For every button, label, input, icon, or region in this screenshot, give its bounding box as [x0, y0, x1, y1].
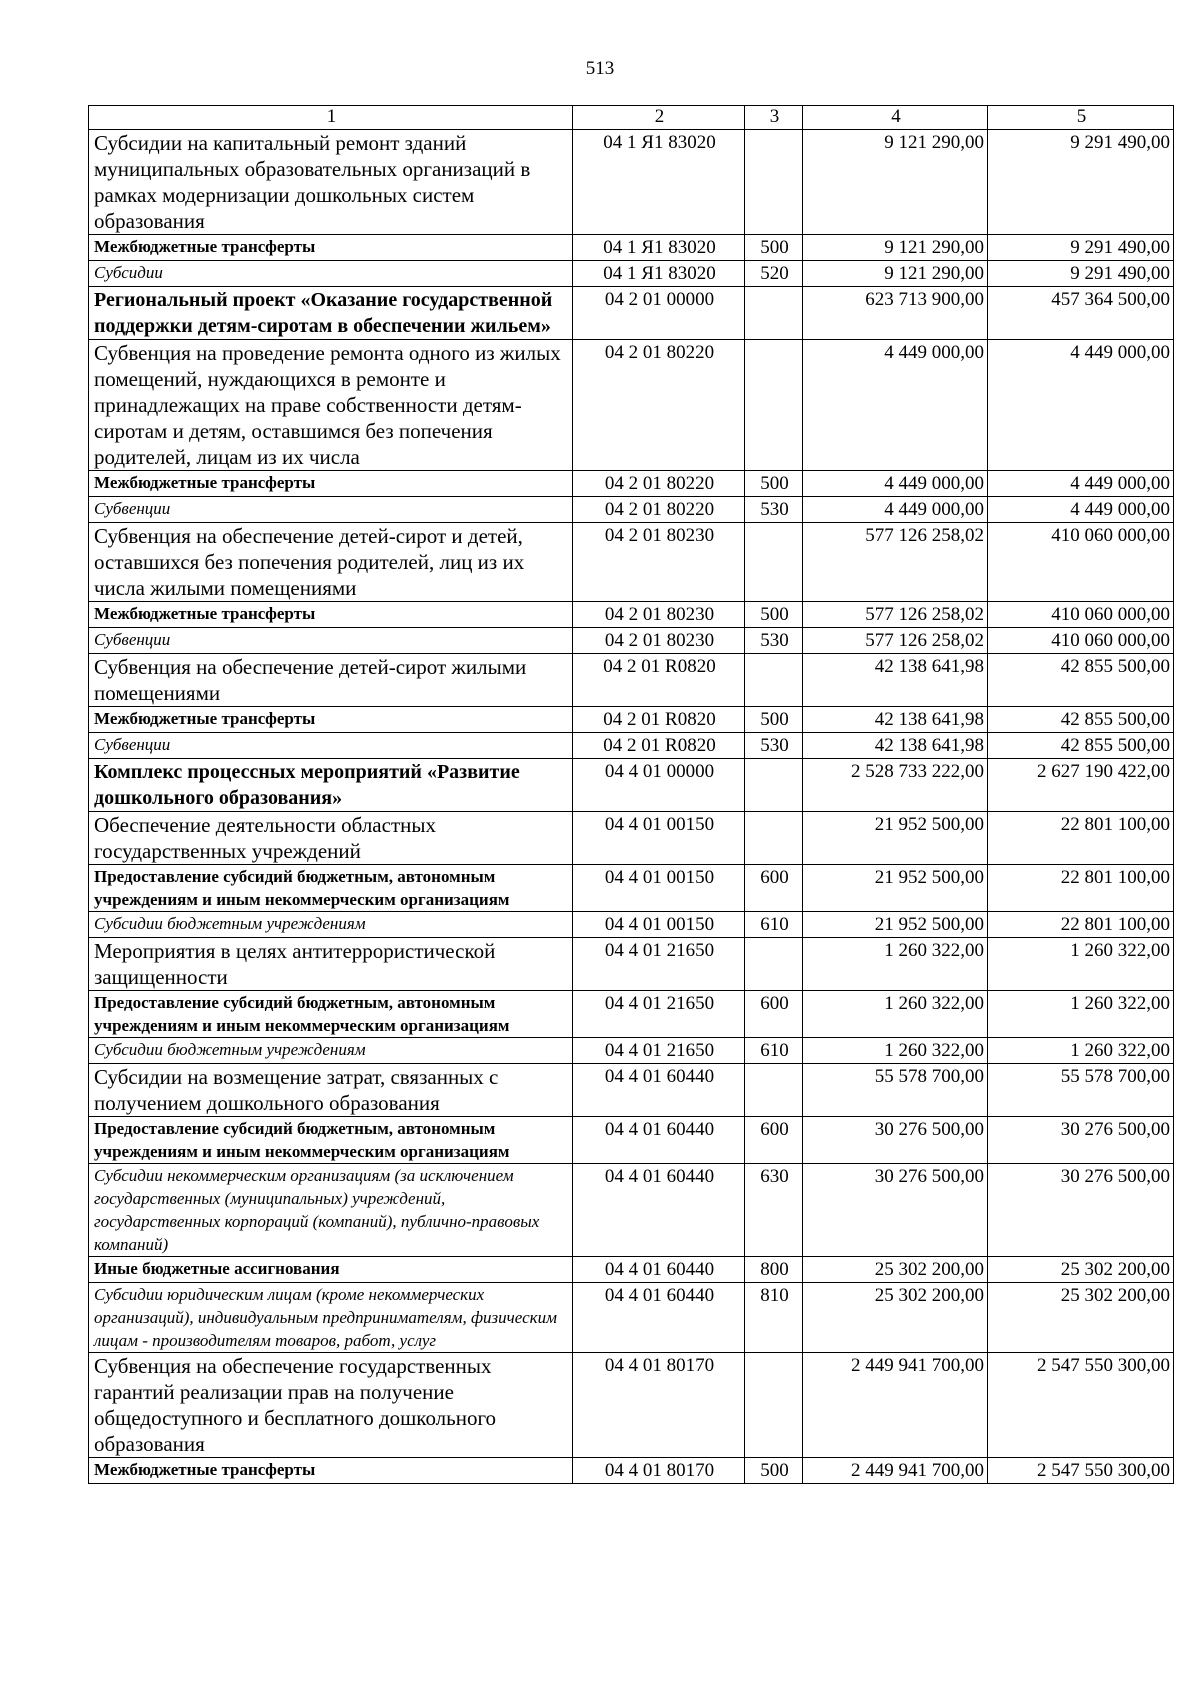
row-name-cell: Межбюджетные трансферты — [89, 1458, 573, 1484]
row-name-cell: Субсидии бюджетным учреждениям — [89, 912, 573, 938]
row-amount-1-cell: 42 138 641,98 — [803, 707, 988, 733]
row-amount-1-cell: 9 121 290,00 — [803, 235, 988, 261]
table-row — [89, 1353, 1174, 1458]
row-amount-2-cell: 457 364 500,00 — [988, 287, 1174, 340]
table-row — [89, 1257, 1174, 1283]
row-type-cell: 530 — [745, 733, 803, 759]
row-amount-2-cell: 30 276 500,00 — [988, 1117, 1174, 1164]
row-amount-1-cell: 30 276 500,00 — [803, 1117, 988, 1164]
row-type-cell: 530 — [745, 628, 803, 654]
row-amount-1-cell: 4 449 000,00 — [803, 497, 988, 523]
row-amount-1-cell: 21 952 500,00 — [803, 865, 988, 912]
row-amount-2-cell: 9 291 490,00 — [988, 235, 1174, 261]
row-type-cell: 600 — [745, 991, 803, 1038]
row-amount-1-cell: 21 952 500,00 — [803, 912, 988, 938]
row-amount-1-cell: 623 713 900,00 — [803, 287, 988, 340]
row-amount-1-cell: 25 302 200,00 — [803, 1257, 988, 1283]
row-name-cell: Субвенции — [89, 733, 573, 759]
row-type-cell — [745, 523, 803, 602]
row-amount-1-cell: 577 126 258,02 — [803, 628, 988, 654]
row-name-cell: Субвенции — [89, 628, 573, 654]
row-code-cell: 04 2 01 80220 — [573, 497, 745, 523]
row-name-cell: Обеспечение деятельности областных государственных учреждений — [89, 812, 573, 865]
table-row — [89, 938, 1174, 991]
table-row — [89, 733, 1174, 759]
row-amount-1-cell: 1 260 322,00 — [803, 991, 988, 1038]
row-amount-2-cell: 2 547 550 300,00 — [988, 1353, 1174, 1458]
row-name-cell: Предоставление субсидий бюджетным, автономным учреждениям и иным некоммерческим организациям — [89, 1117, 573, 1164]
column-header-1: 1 — [89, 106, 573, 130]
row-type-cell: 810 — [745, 1283, 803, 1353]
row-type-cell — [745, 938, 803, 991]
row-amount-1-cell: 9 121 290,00 — [803, 261, 988, 287]
row-amount-1-cell: 4 449 000,00 — [803, 471, 988, 497]
table-row — [89, 654, 1174, 707]
row-amount-2-cell: 42 855 500,00 — [988, 707, 1174, 733]
row-code-cell: 04 4 01 60440 — [573, 1164, 745, 1257]
row-amount-1-cell: 2 449 941 700,00 — [803, 1353, 988, 1458]
row-amount-1-cell: 30 276 500,00 — [803, 1164, 988, 1257]
row-code-cell: 04 2 01 80230 — [573, 602, 745, 628]
row-amount-1-cell: 25 302 200,00 — [803, 1283, 988, 1353]
table-row — [89, 707, 1174, 733]
row-type-cell — [745, 759, 803, 812]
row-type-cell: 800 — [745, 1257, 803, 1283]
row-code-cell: 04 4 01 80170 — [573, 1458, 745, 1484]
row-code-cell: 04 2 01 80220 — [573, 471, 745, 497]
table-row — [89, 602, 1174, 628]
row-amount-1-cell: 4 449 000,00 — [803, 340, 988, 471]
row-amount-2-cell: 30 276 500,00 — [988, 1164, 1174, 1257]
row-name-cell: Субсидии на возмещение затрат, связанных с получением дошкольного образования — [89, 1064, 573, 1117]
table-row — [89, 759, 1174, 812]
row-name-cell: Межбюджетные трансферты — [89, 471, 573, 497]
row-amount-1-cell: 42 138 641,98 — [803, 654, 988, 707]
row-code-cell: 04 1 Я1 83020 — [573, 235, 745, 261]
row-code-cell: 04 4 01 60440 — [573, 1283, 745, 1353]
row-type-cell — [745, 340, 803, 471]
row-type-cell — [745, 1064, 803, 1117]
row-name-cell: Иные бюджетные ассигнования — [89, 1257, 573, 1283]
row-amount-2-cell: 25 302 200,00 — [988, 1257, 1174, 1283]
table-row — [89, 1283, 1174, 1353]
table-row — [89, 130, 1174, 235]
row-amount-2-cell: 9 291 490,00 — [988, 261, 1174, 287]
row-name-cell: Межбюджетные трансферты — [89, 707, 573, 733]
row-code-cell: 04 4 01 60440 — [573, 1257, 745, 1283]
row-type-cell: 530 — [745, 497, 803, 523]
row-type-cell — [745, 812, 803, 865]
row-type-cell: 500 — [745, 602, 803, 628]
row-amount-2-cell: 22 801 100,00 — [988, 865, 1174, 912]
row-amount-2-cell: 42 855 500,00 — [988, 654, 1174, 707]
row-name-cell: Субсидии на капитальный ремонт зданий муниципальных образовательных организаций в рамках модернизации дошкольных систем образования — [89, 130, 573, 235]
row-amount-2-cell: 55 578 700,00 — [988, 1064, 1174, 1117]
row-name-cell: Субсидии — [89, 261, 573, 287]
row-code-cell: 04 2 01 00000 — [573, 287, 745, 340]
table-row — [89, 1458, 1174, 1484]
row-amount-1-cell: 1 260 322,00 — [803, 1038, 988, 1064]
row-code-cell: 04 4 01 00150 — [573, 912, 745, 938]
row-amount-1-cell: 577 126 258,02 — [803, 523, 988, 602]
row-amount-2-cell: 410 060 000,00 — [988, 628, 1174, 654]
table-row — [89, 628, 1174, 654]
table-row — [89, 497, 1174, 523]
table-row — [89, 471, 1174, 497]
row-amount-1-cell: 55 578 700,00 — [803, 1064, 988, 1117]
column-number-row — [89, 106, 1174, 130]
row-code-cell: 04 4 01 00150 — [573, 865, 745, 912]
row-type-cell: 600 — [745, 1117, 803, 1164]
row-amount-1-cell: 9 121 290,00 — [803, 130, 988, 235]
row-code-cell: 04 4 01 21650 — [573, 991, 745, 1038]
column-header-3: 3 — [745, 106, 803, 130]
column-header-4: 4 — [803, 106, 988, 130]
row-name-cell: Субвенция на обеспечение детей-сирот и детей, оставшихся без попечения родителей, лиц из их числа жилыми помещениями — [89, 523, 573, 602]
row-amount-2-cell: 25 302 200,00 — [988, 1283, 1174, 1353]
row-code-cell: 04 2 01 R0820 — [573, 707, 745, 733]
row-name-cell: Межбюджетные трансферты — [89, 235, 573, 261]
row-type-cell: 610 — [745, 1038, 803, 1064]
row-amount-1-cell: 2 528 733 222,00 — [803, 759, 988, 812]
row-code-cell: 04 1 Я1 83020 — [573, 130, 745, 235]
table-row — [89, 1064, 1174, 1117]
row-amount-1-cell: 2 449 941 700,00 — [803, 1458, 988, 1484]
row-code-cell: 04 1 Я1 83020 — [573, 261, 745, 287]
row-name-cell: Межбюджетные трансферты — [89, 602, 573, 628]
budget-table-body — [89, 106, 1174, 1484]
row-amount-2-cell: 4 449 000,00 — [988, 497, 1174, 523]
row-type-cell: 500 — [745, 707, 803, 733]
row-name-cell: Субвенция на обеспечение государственных гарантий реализации прав на получение общедоступного и бесплатного дошкольного образования — [89, 1353, 573, 1458]
row-amount-2-cell: 9 291 490,00 — [988, 130, 1174, 235]
table-row — [89, 523, 1174, 602]
row-name-cell: Субсидии некоммерческим организациям (за исключением государственных (муниципальных) учреждений, государственных корпораций (компаний), публично-правовых компаний) — [89, 1164, 573, 1257]
row-type-cell — [745, 130, 803, 235]
row-code-cell: 04 4 01 80170 — [573, 1353, 745, 1458]
row-code-cell: 04 4 01 00150 — [573, 812, 745, 865]
row-amount-2-cell: 1 260 322,00 — [988, 1038, 1174, 1064]
row-type-cell: 600 — [745, 865, 803, 912]
row-type-cell: 630 — [745, 1164, 803, 1257]
row-amount-2-cell: 410 060 000,00 — [988, 602, 1174, 628]
row-name-cell: Субвенция на обеспечение детей-сирот жилыми помещениями — [89, 654, 573, 707]
table-row — [89, 991, 1174, 1038]
table-row — [89, 235, 1174, 261]
row-code-cell: 04 4 01 00000 — [573, 759, 745, 812]
budget-table — [88, 105, 1174, 1484]
column-header-2: 2 — [573, 106, 745, 130]
row-amount-2-cell: 2 547 550 300,00 — [988, 1458, 1174, 1484]
table-row — [89, 912, 1174, 938]
row-amount-2-cell: 22 801 100,00 — [988, 812, 1174, 865]
row-name-cell: Субсидии юридическим лицам (кроме некоммерческих организаций), индивидуальным предпринимателям, физическим лицам - производителям товаров, работ, услуг — [89, 1283, 573, 1353]
row-type-cell: 500 — [745, 235, 803, 261]
row-code-cell: 04 2 01 R0820 — [573, 733, 745, 759]
row-code-cell: 04 2 01 R0820 — [573, 654, 745, 707]
row-amount-2-cell: 1 260 322,00 — [988, 991, 1174, 1038]
table-row — [89, 340, 1174, 471]
row-code-cell: 04 4 01 60440 — [573, 1064, 745, 1117]
row-amount-1-cell: 21 952 500,00 — [803, 812, 988, 865]
row-code-cell: 04 4 01 21650 — [573, 938, 745, 991]
row-type-cell: 610 — [745, 912, 803, 938]
row-amount-2-cell: 42 855 500,00 — [988, 733, 1174, 759]
row-name-cell: Комплекс процессных мероприятий «Развитие дошкольного образования» — [89, 759, 573, 812]
table-row — [89, 1038, 1174, 1064]
row-amount-1-cell: 577 126 258,02 — [803, 602, 988, 628]
row-amount-2-cell: 4 449 000,00 — [988, 340, 1174, 471]
table-row — [89, 261, 1174, 287]
row-type-cell: 500 — [745, 1458, 803, 1484]
row-type-cell — [745, 1353, 803, 1458]
row-type-cell: 500 — [745, 471, 803, 497]
row-amount-1-cell: 42 138 641,98 — [803, 733, 988, 759]
table-row — [89, 1117, 1174, 1164]
row-amount-2-cell: 1 260 322,00 — [988, 938, 1174, 991]
row-name-cell: Предоставление субсидий бюджетным, автономным учреждениям и иным некоммерческим организациям — [89, 865, 573, 912]
row-name-cell: Субвенция на проведение ремонта одного из жилых помещений, нуждающихся в ремонте и принадлежащих на праве собственности детям-сиротам и детям, оставшимся без попечения родителей, лицам из их числа — [89, 340, 573, 471]
row-amount-1-cell: 1 260 322,00 — [803, 938, 988, 991]
row-amount-2-cell: 4 449 000,00 — [988, 471, 1174, 497]
row-code-cell: 04 2 01 80220 — [573, 340, 745, 471]
row-code-cell: 04 2 01 80230 — [573, 523, 745, 602]
table-row — [89, 865, 1174, 912]
row-code-cell: 04 4 01 21650 — [573, 1038, 745, 1064]
row-code-cell: 04 2 01 80230 — [573, 628, 745, 654]
row-amount-2-cell: 22 801 100,00 — [988, 912, 1174, 938]
row-amount-2-cell: 410 060 000,00 — [988, 523, 1174, 602]
row-name-cell: Субсидии бюджетным учреждениям — [89, 1038, 573, 1064]
row-type-cell: 520 — [745, 261, 803, 287]
row-code-cell: 04 4 01 60440 — [573, 1117, 745, 1164]
row-name-cell: Субвенции — [89, 497, 573, 523]
table-row — [89, 287, 1174, 340]
column-header-5: 5 — [988, 106, 1174, 130]
table-row — [89, 812, 1174, 865]
table-row — [89, 1164, 1174, 1257]
row-name-cell: Региональный проект «Оказание государственной поддержки детям-сиротам в обеспечении жильем» — [89, 287, 573, 340]
row-name-cell: Мероприятия в целях антитеррористической защищенности — [89, 938, 573, 991]
row-amount-2-cell: 2 627 190 422,00 — [988, 759, 1174, 812]
row-name-cell: Предоставление субсидий бюджетным, автономным учреждениям и иным некоммерческим организациям — [89, 991, 573, 1038]
row-type-cell — [745, 287, 803, 340]
page-number: 513 — [585, 58, 615, 79]
row-type-cell — [745, 654, 803, 707]
